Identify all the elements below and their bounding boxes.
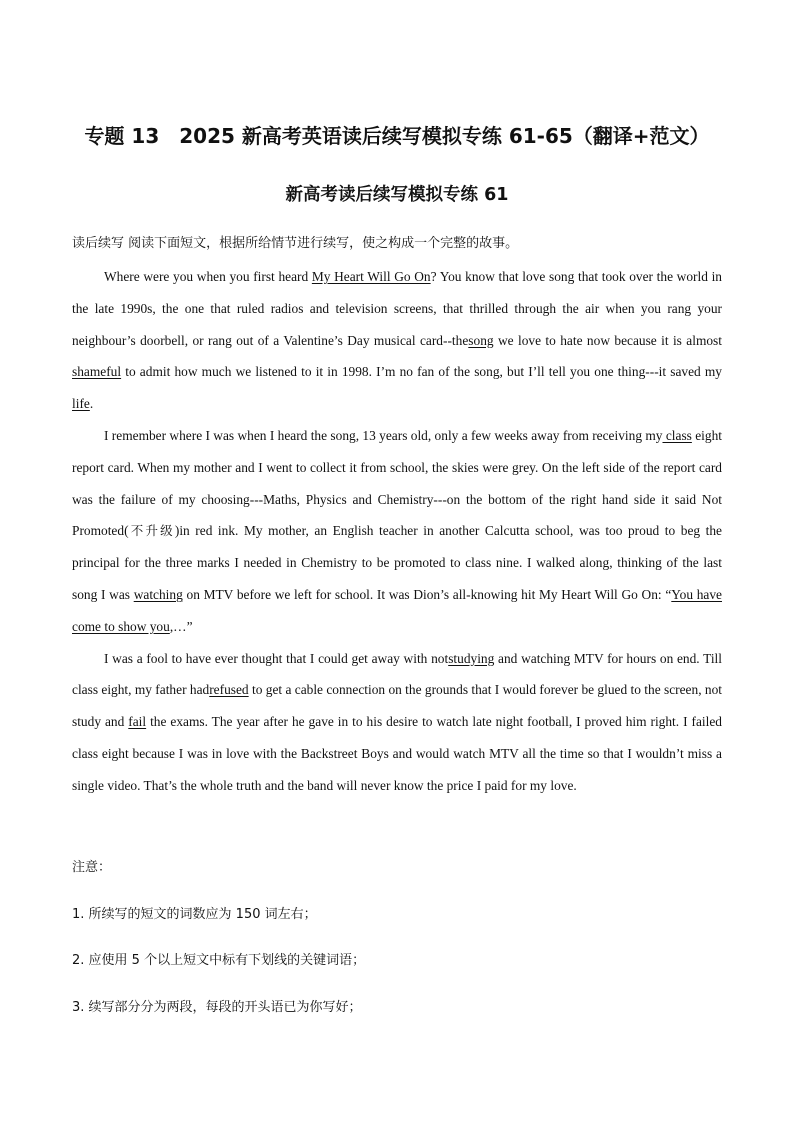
underlined-keyword: You have come to show you [72, 586, 722, 634]
passage-text: we love to hate now because it is almost [493, 332, 722, 348]
passage-text: )in red ink. My mother, an English teacher in another Calcutta school, was too proud to beg the principal for the three marks I needed in Chemistry to be promoted to class nine. I walked along, thinking of the last song I was [72, 523, 722, 602]
notes-heading: 注意： [72, 860, 112, 875]
passage-paragraph-1 [72, 261, 722, 420]
passage-text: the exams. The year after he gave in to his desire to watch late night football, I proved him right. I failed class eight because I was in love with the Backstreet Boys and would watch MTV all the time so that I wouldn’t miss a single video. That’s the whole truth and the band will never know the price I paid for my love. [72, 714, 722, 793]
passage-paragraph-2 [72, 420, 722, 643]
underlined-keyword: refused [209, 682, 249, 698]
note-item-2: 2. 应使用 5 个以上短文中标有下划线的关键词语； [72, 953, 366, 968]
notes-section [72, 858, 722, 1044]
passage-text: on MTV before we left for school. It was Dion’s all-knowing hit My Heart Will Go On: “ [182, 586, 672, 602]
underlined-keyword: studying [448, 650, 495, 666]
passage-text: to admit how much we listened to it in 1998. I’m no fan of the song, but I’ll tell you one thing---it saved my [121, 364, 722, 380]
section-subtitle: 新高考读后续写模拟专练 61 [285, 185, 509, 205]
underlined-keyword: My Heart Will Go On [311, 269, 431, 284]
task-instruction: 读后续写 阅读下面短文，根据所给情节进行续写，使之构成一个完整的故事。 [72, 236, 519, 251]
underlined-keyword: shameful [72, 364, 122, 380]
passage-text: . [89, 396, 94, 412]
passage-text: I remember where I was when I heard the song, 13 years old, only a few weeks away from receiving my [104, 427, 663, 443]
passage-text: to get a cable connection on the grounds that I would forever be glued to the screen, not study and [72, 682, 722, 730]
document-title: 专题 13 2025 新高考英语读后续写模拟专练 61-65（翻译+范文） [84, 124, 710, 148]
underlined-keyword: class [662, 427, 692, 443]
passage-body [72, 261, 722, 802]
passage-text: ? You know that love song that took over the world in the late 1990s, the one that ruled radios and television screens, that thrilled through the air when you rang your neighbour’s doorbell, or rang out of a Valentine’s Day musical card--the [72, 269, 723, 348]
underlined-keyword: song [468, 332, 494, 348]
underlined-keyword: fail [128, 714, 147, 730]
passage-paragraph-3 [72, 643, 722, 802]
underlined-keyword: watching [133, 586, 183, 602]
passage-text: eight report card. When my mother and I went to collect it from school, the skies were grey. On the left side of the report card was the failure of my choosing---Maths, Physics and Chemistry---on the bottom of the right hand side it said Not Promoted( [72, 427, 722, 539]
passage-text: I was a fool to have ever thought that I could get away with not [104, 650, 449, 666]
note-item-1: 1. 所续写的短文的词数应为 150 词左右； [72, 906, 317, 922]
underlined-keyword: life [72, 396, 90, 412]
note-item-3: 3. 续写部分分为两段，每段的开头语已为你写好； [72, 999, 362, 1015]
chinese-gloss: 不升级 [128, 523, 175, 539]
passage-text: Where were you when you first heard [104, 269, 312, 284]
passage-text: ,…” [169, 618, 193, 634]
passage-text: and watching MTV for hours on end. Till class eight, my father had [72, 650, 722, 698]
